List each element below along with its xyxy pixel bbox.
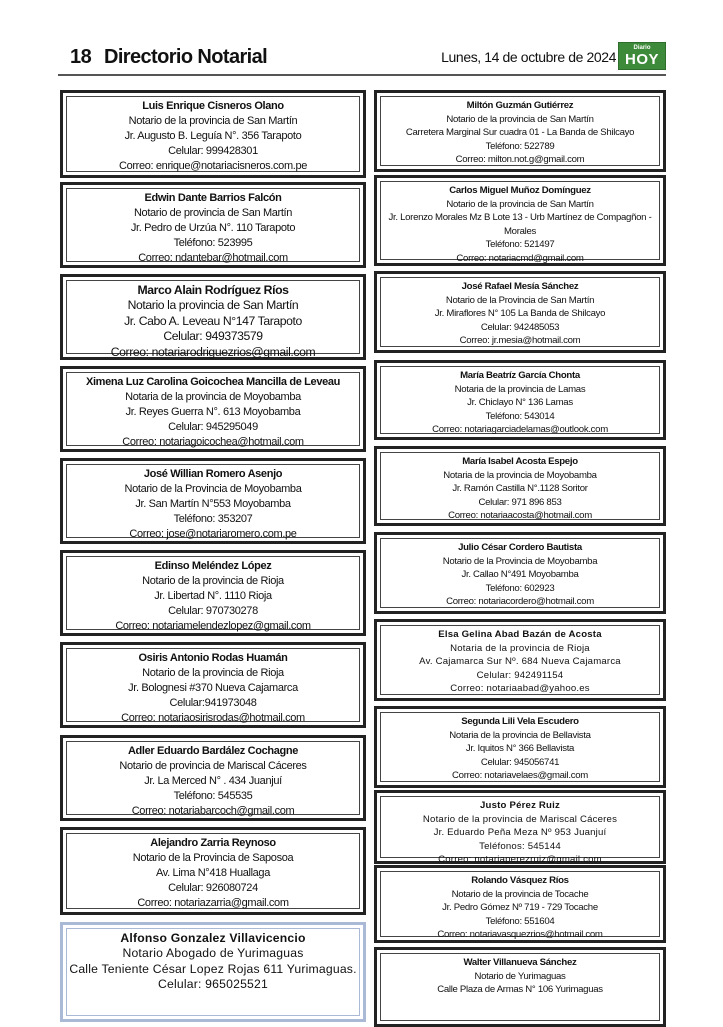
notary-card [60,922,366,1022]
notary-card [60,90,366,178]
notary-card [374,947,666,1027]
notary-address: Jr. Libertad N°. 1110 Rioja [154,590,272,602]
right-column [374,90,666,1000]
notary-address: Jr. Eduardo Peña Meza Nº 953 Juanjuí [433,827,607,839]
notary-title: Notario de la provincia de Mariscal Cáceres [422,813,618,825]
notary-address: Jr. Pedro de Urzúa N°. 110 Tarapoto [130,222,296,234]
notary-email: Correo: notariarodriguezrios@gmail.com [110,344,316,359]
notary-name: Osiris Antonio Rodas Huamán [138,652,288,664]
notary-title: Notario de la provincia de Rioja [142,667,284,679]
notary-email: Correo: notariaacosta@hotmail.com [448,510,592,522]
notary-phone: Celular: 926080724 [168,882,258,894]
notary-title: Notario de la provincia de Tocache [451,888,589,900]
notary-phone: Teléfono: 353207 [173,513,253,525]
notary-address: Carretera Marginal Sur cuadra 01 - La Banda de Shilcayo [405,127,635,139]
notary-email: Correo: jr.mesia@hotmail.com [459,335,581,347]
notary-email: Correo: notariamelendezlopez@gmail.com [115,620,311,632]
notary-title: Notario Abogado de Yurimaguas [122,946,304,961]
notary-name: Carlos Miguel Muñoz Domínguez [449,185,591,196]
issue-date: Lunes, 14 de octubre de 2024 [441,49,616,65]
notary-address: Calle Teniente César Lopez Rojas 611 Yurimaguas. [69,961,357,976]
notary-email: Correo: notariacmd@gmail.com [456,252,584,264]
notary-email: Correo: notariaosirisrodas@hotmail.com [121,712,305,724]
notary-title: Notario de la Provincia de Moyobamba [124,483,302,495]
notary-address: Calle Plaza de Armas N° 106 Yurimaguas [437,984,603,996]
notary-address: Jr. Callao N°491 Moyobamba [461,569,579,581]
page-number: 18 [70,46,92,68]
logo-big-text: HOY [624,51,659,68]
notary-title: Notario de la provincia de San Martín [446,198,594,210]
notary-title: Notaria de la provincia de Rioja [450,642,590,654]
notary-card [60,735,366,821]
notary-phone: Celular: 942485053 [480,321,560,333]
notary-title: Notaria de la provincia de Lamas [454,383,586,395]
notary-address: Jr. Cabo A. Leveau N°147 Tarapoto [124,313,302,328]
notary-address: Jr. Ramón Castilla N°.1128 Soritor [452,483,588,495]
notary-name: Segunda Lili Vela Escudero [461,716,579,727]
notary-name: María Isabel Acosta Espejo [462,456,578,467]
notary-address: Jr. La Merced N° . 434 Juanjuí [144,775,282,787]
notary-email: Correo: notariacordero@hotmail.com [446,596,594,608]
notary-title: Notario de la provincia de San Martín [446,113,594,125]
notary-email: Correo: notariabarcoch@gmail.com [131,805,295,817]
notary-title: Notario de Yurimaguas [474,970,566,982]
notary-phone: Celular:941973048 [169,697,257,709]
notary-name: Ximena Luz Carolina Goicochea Mancilla de Leveau [85,376,340,388]
notary-phone: Teléfono: 523995 [173,237,253,249]
notary-email: Correo: notariaabad@yahoo.es [450,683,590,695]
notary-card [60,827,366,915]
page-header [58,40,666,76]
notary-phone: Teléfono: 521497 [485,239,555,251]
notary-name: José Rafael Mesía Sánchez [461,281,579,292]
notary-name: Luis Enrique Cisneros Olano [142,100,284,112]
notary-phone: Celular: 942491154 [476,669,564,681]
notary-title: Notaria de la provincia de Moyobamba [443,469,597,481]
notary-address: Jr. Lorenzo Morales Mz B Lote 13 - Urb Martínez de Compagñon - Morales [388,212,652,237]
section-title: Directorio Notarial [104,46,268,68]
notary-email: Correo: notariagoicochea@hotmail.com [122,436,304,448]
notary-title: Notario la provincia de San Martín [127,298,299,313]
notary-card [374,532,666,614]
notary-name: Edinso Meléndez López [154,560,272,572]
notary-email: Correo: enrique@notariacisneros.com.pe [118,160,308,172]
notary-name: Adler Eduardo Bardález Cochagne [127,745,299,757]
notary-name: Alejandro Zarria Reynoso [150,837,276,849]
logo-small-text: Diario [633,45,651,51]
notary-phone: Teléfono: 551604 [485,915,555,927]
notary-title: Notaria de la provincia de Bellavista [449,729,591,741]
notary-name: Julio César Cordero Bautista [458,542,582,553]
notary-phone: Teléfonos: 545144 [479,840,561,852]
notary-address: Jr. Reyes Guerra N°. 613 Moyobamba [125,406,301,418]
notary-address: Jr. Augusto B. Leguía N°. 356 Tarapoto [124,130,302,142]
notary-card [60,642,366,728]
notary-phone: Teléfono: 602923 [485,582,555,594]
notary-address: Jr. San Martín N°553 Moyobamba [135,498,291,510]
notary-title: Notario de la Provincia de Saposoa [132,852,294,864]
notary-card [60,274,366,360]
notary-phone: Teléfono: 545535 [173,790,253,802]
notary-address: Jr. Chiclayo N° 136 Lamas [467,397,573,409]
notary-email: Correo: milton.not.g@gmail.com [455,154,585,166]
notary-card [374,90,666,172]
notary-card [60,550,366,636]
left-column [60,90,366,1000]
notary-phone: Celular: 971 896 853 [478,496,562,508]
notary-email: Correo: jose@notariaromero.com.pe [129,528,297,540]
notary-title: Notario de la Provincia de Moyobamba [442,555,598,567]
notary-title: Notario de la Provincia de San Martín [445,294,595,306]
notary-phone: Celular: 999428301 [168,145,258,157]
notary-card [374,271,666,353]
notary-card [374,360,666,440]
notary-phone: Celular: 949373579 [163,329,263,344]
notary-name: Justo Pérez Ruiz [480,800,560,811]
newspaper-logo [618,42,666,70]
notary-address: Jr. Miraflores N° 105 La Banda de Shilcayo [434,308,606,320]
notary-phone: Teléfono: 543014 [485,410,555,422]
notary-address: Av. Cajamarca Sur Nº. 684 Nueva Cajamarca [419,656,621,668]
notary-title: Notario de la provincia de Rioja [142,575,284,587]
notary-title: Notario de provincia de Mariscal Cáceres [119,760,307,772]
notary-name: Elsa Gelina Abad Bazán de Acosta [438,629,602,640]
notary-email: Correo: notariaperezruiz@gmail.com [438,854,602,866]
notary-email: Correo: notariavasquezrios@hotmail.com [437,929,603,941]
notary-title: Notaria de la provincia de Moyobamba [125,391,301,403]
notary-card [60,182,366,268]
notary-address: Jr. Pedro Gómez Nº 719 - 729 Tocache [442,902,598,914]
notary-email: Correo: notariazarria@gmail.com [137,897,289,909]
notary-title: Notario de provincia de San Martín [133,207,293,219]
notary-address: Av. Lima N°418 Huallaga [156,867,270,879]
notary-card [60,366,366,452]
notary-email: Correo: notariagarciadelamas@outlook.com [432,424,608,436]
notary-name: Edwin Dante Barrios Falcón [144,192,282,204]
notary-card [374,446,666,526]
notary-name: Walter Villanueva Sánchez [463,957,577,968]
notary-card [374,706,666,788]
notary-name: José Willian Romero Asenjo [143,468,283,480]
notary-name: María Beatríz García Chonta [460,370,580,381]
notary-address: Jr. Iquitos N° 366 Bellavista [465,743,575,755]
notary-phone: Celular: 970730278 [168,605,258,617]
notary-title: Notario de la provincia de San Martín [128,115,298,127]
notary-phone: Celular: 945056741 [480,756,560,768]
notary-phone: Celular: 965025521 [158,977,268,992]
notary-phone: Teléfono: 522789 [485,140,555,152]
notary-name: Miltón Guzmán Gutiérrez [466,100,574,111]
notary-name: Rolando Vásquez Ríos [471,875,569,886]
notary-email: Correo: notariavelaes@gmail.com [452,770,588,782]
notary-name: Alfonso Gonzalez Villavicencio [120,931,306,945]
notary-card [60,458,366,544]
notary-email: Correo: ndantebar@hotmail.com [138,252,288,264]
notary-card [374,790,666,864]
notary-address: Jr. Bolognesi #370 Nueva Cajamarca [128,682,298,694]
notary-card [374,175,666,266]
notary-phone: Celular: 945295049 [168,421,258,433]
notary-card [374,865,666,943]
notary-card [374,619,666,701]
notary-name: Marco Alain Rodríguez Ríos [137,283,289,297]
